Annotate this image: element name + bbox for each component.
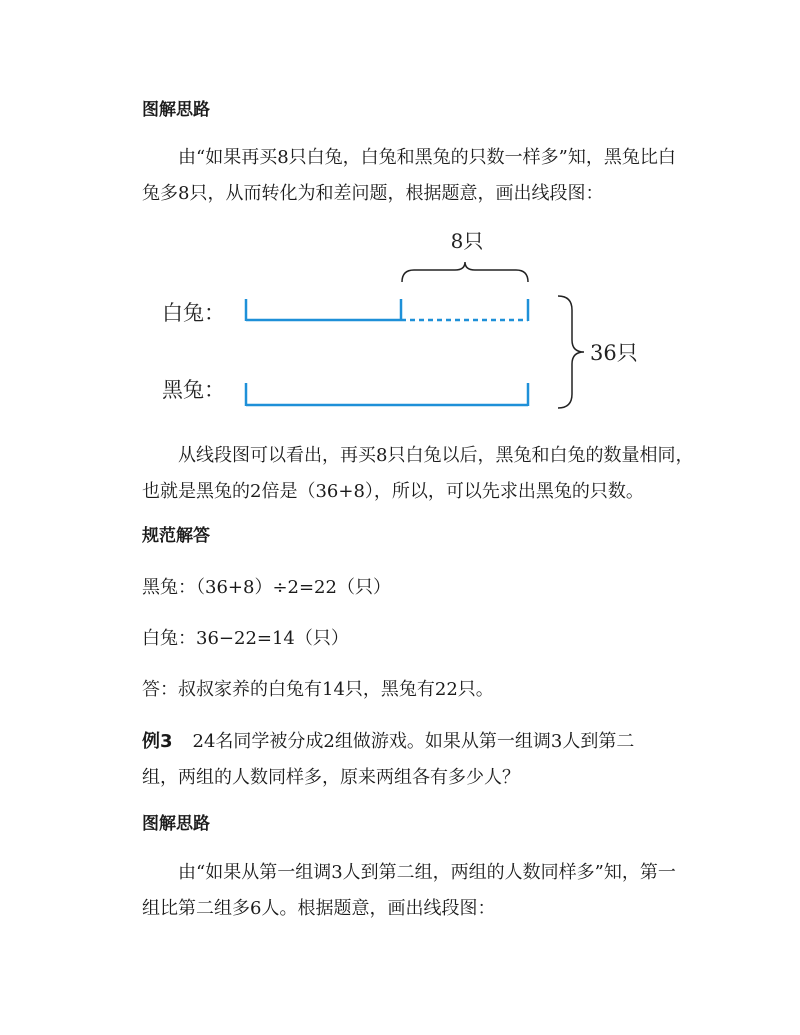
total-brace [558,296,584,408]
line-segment-diagram [0,220,800,420]
black-rabbit-segment [246,383,528,406]
example-3 [142,724,702,796]
thinking-paragraph-2 [142,855,702,927]
solution-answer: 答：叔叔家养的白兔有14只，黑兔有22只。 [142,679,494,700]
section-heading-thinking: 图解思路 [142,100,210,120]
extra-8-dashed-segment [401,299,528,321]
example-label: 例3 [142,731,173,752]
thinking-paragraph [142,140,702,212]
difference-label: 8只 [450,229,484,253]
paragraph-line: 也就是黑兔的2倍是（36+8），所以，可以先求出黑兔的只数。 [142,481,644,502]
example-text: 24名同学被分成2组做游戏。如果从第一组调3人到第二 [192,731,635,752]
solution-step-black: 黑兔：（36+8）÷2=22（只） [142,577,391,598]
paragraph-line: 兔多8只，从而转化为和差问题，根据题意，画出线段图： [142,183,604,204]
difference-brace [402,262,528,282]
section-heading-solution: 规范解答 [142,526,210,546]
paragraph-line: 由“如果再买8只白兔，白兔和黑兔的只数一样多”知，黑兔比白 [178,147,676,168]
solution-step-white: 白兔：36−22=14（只） [142,628,349,649]
section-heading-thinking-2: 图解思路 [142,814,210,834]
black-rabbit-label: 黑兔： [162,378,225,402]
example-text-line2: 组，两组的人数同样多，原来两组各有多少人？ [142,767,520,788]
total-label: 36只 [590,341,638,365]
paragraph-line: 由“如果从第一组调3人到第二组，两组的人数同样多”知，第一 [178,862,676,883]
paragraph-line: 组比第二组多6人。根据题意，画出线段图： [142,898,496,919]
white-rabbit-label: 白兔： [162,301,225,325]
paragraph-line: 从线段图可以看出，再买8只白兔以后，黑兔和白兔的数量相同， [178,445,694,466]
explanation-paragraph [142,438,702,510]
white-rabbit-segment [246,299,401,321]
